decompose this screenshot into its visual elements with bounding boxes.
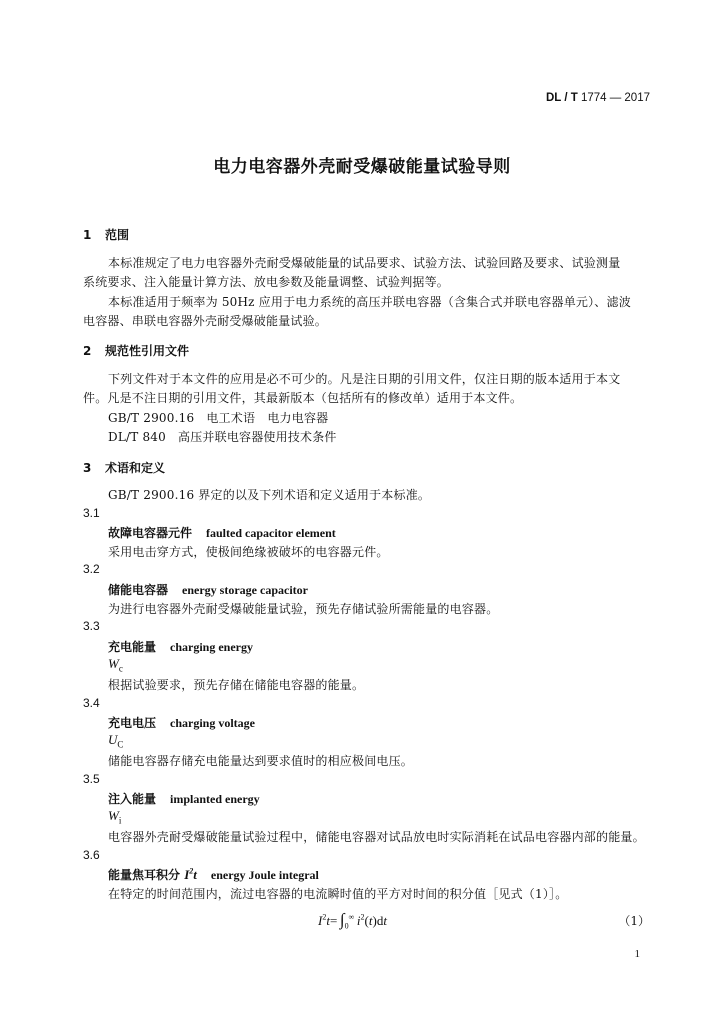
term-symbol: $W_c$ xyxy=(108,656,123,674)
section-1-title: 范围 xyxy=(105,228,130,242)
term-en: charging voltage xyxy=(170,716,256,730)
document-title: 电力电容器外壳耐受爆破能量试验导则 xyxy=(213,157,511,177)
reference-item xyxy=(108,428,337,445)
section-2-heading xyxy=(83,342,189,359)
section-2-number: 2 xyxy=(83,344,92,358)
term-heading xyxy=(108,524,336,541)
term-en: energy Joule integral xyxy=(210,868,319,882)
section-2-para-line2: 件。凡是不注日期的引用文件，其最新版本（包括所有的修改单）适用于本文件。 xyxy=(83,391,523,405)
term-en: faulted capacitor element xyxy=(206,526,336,540)
term-symbol: $W_i$ xyxy=(108,808,122,826)
term-definition: 为进行电容器外壳耐受爆破能量试验，预先存储试验所需能量的电容器。 xyxy=(108,602,499,616)
section-3-title: 术语和定义 xyxy=(105,461,166,475)
section-1-heading xyxy=(83,226,129,243)
term-zh: 储能电容器 xyxy=(108,583,169,597)
section-2-para-line1: 下列文件对于本文件的应用是必不可少的。凡是注日期的引用文件，仅注日期的版本适用于本文 xyxy=(108,372,621,386)
term-zh: 充电电压 xyxy=(108,716,157,730)
formula-joule-integral: $I^2t= \int_0^\infty$ $i^2(t)dt$ xyxy=(318,910,387,931)
section-1-number: 1 xyxy=(83,228,92,242)
term-number: 3.1 xyxy=(83,506,100,520)
reference-code: GB/T 2900.16 xyxy=(108,411,195,425)
term-number: 3.2 xyxy=(83,562,100,576)
standard-code-number: 1774 — 2017 xyxy=(580,92,650,104)
reference-name: 电工术语 电力电容器 xyxy=(206,411,329,425)
reference-code: DL/T 840 xyxy=(108,430,166,444)
reference-item xyxy=(108,409,328,426)
term-zh: 能量焦耳积分 xyxy=(108,868,181,882)
section-1-para1-line2: 系统要求、注入能量计算方法、放电参数及能量调整、试验判据等。 xyxy=(83,275,450,289)
formula-number: （1） xyxy=(618,914,650,928)
term-en: implanted energy xyxy=(170,792,260,806)
section-3-intro: GB/T 2900.16 界定的以及下列术语和定义适用于本标准。 xyxy=(108,488,431,502)
page-number: 1 xyxy=(634,948,640,960)
term-heading xyxy=(108,866,319,883)
term-zh: 故障电容器元件 xyxy=(108,526,193,540)
reference-name: 高压并联电容器使用技术条件 xyxy=(178,430,337,444)
term-symbol-inline: $I^2t$ xyxy=(184,866,197,882)
term-heading xyxy=(108,790,260,807)
term-definition: 根据试验要求，预先存储在储能电容器的能量。 xyxy=(108,678,365,692)
standard-code xyxy=(546,92,650,104)
term-zh: 充电能量 xyxy=(108,640,157,654)
section-1-para2-line2: 电容器、串联电容器外壳耐受爆破能量试验。 xyxy=(83,314,328,328)
term-zh: 注入能量 xyxy=(108,792,157,806)
term-heading xyxy=(108,581,308,598)
section-3-heading xyxy=(83,459,165,476)
section-1-para2-line1: 本标准适用于频率为 50Hz 应用于电力系统的高压并联电容器（含集合式并联电容器单元）、滤波 xyxy=(108,295,631,309)
term-number: 3.5 xyxy=(83,772,100,786)
term-en: energy storage capacitor xyxy=(182,583,308,597)
term-symbol: $U_C$ xyxy=(108,732,124,750)
section-1-para1-line1: 本标准规定了电力电容器外壳耐受爆破能量的试品要求、试验方法、试验回路及要求、试验测量 xyxy=(108,256,621,270)
section-3-number: 3 xyxy=(83,461,92,475)
term-definition: 储能电容器存储充电能量达到要求值时的相应极间电压。 xyxy=(108,754,414,768)
term-number: 3.4 xyxy=(83,696,100,710)
term-heading xyxy=(108,714,255,731)
term-definition: 在特定的时间范围内，流过电容器的电流瞬时值的平方对时间的积分值［见式（1）］。 xyxy=(108,887,568,901)
term-number: 3.6 xyxy=(83,848,100,862)
term-en: charging energy xyxy=(170,640,254,654)
section-2-title: 规范性引用文件 xyxy=(105,344,190,358)
term-number: 3.3 xyxy=(83,619,100,633)
term-definition: 电容器外壳耐受爆破能量试验过程中，储能电容器对试品放电时实际消耗在试品电容器内部的能量。 xyxy=(108,830,645,844)
standard-code-prefix: DL / T xyxy=(546,92,578,104)
term-heading xyxy=(108,638,253,655)
term-definition: 采用电击穿方式，使极间绝缘被破坏的电容器元件。 xyxy=(108,545,389,559)
